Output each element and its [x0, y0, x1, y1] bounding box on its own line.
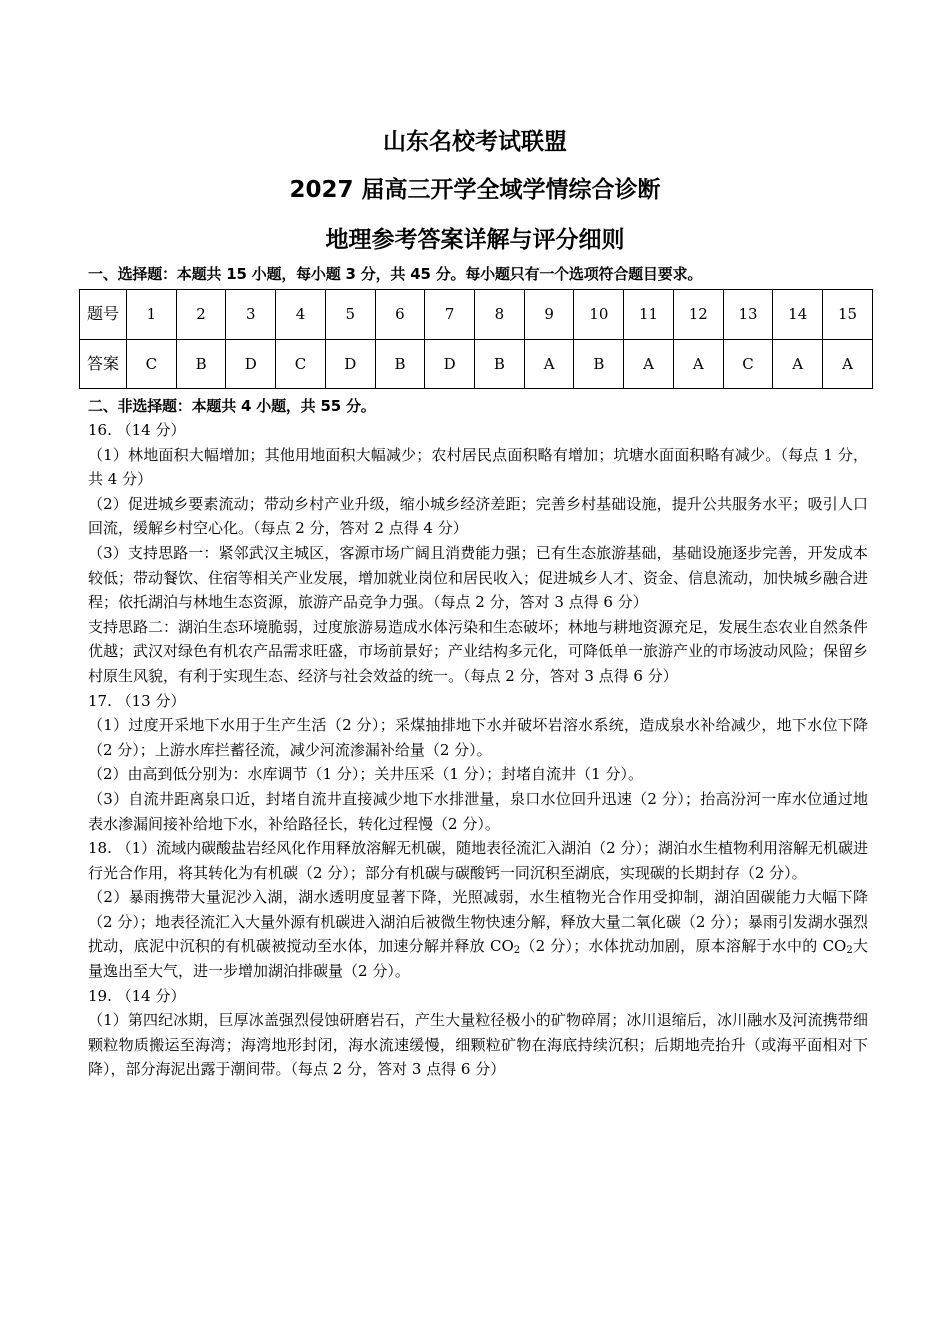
answer-explanations [88, 418, 868, 1082]
question-number: 10 [574, 290, 624, 340]
answer-cell: A [624, 339, 674, 389]
question-17-header: 17. （13 分） [88, 691, 186, 710]
question-number: 2 [176, 290, 226, 340]
answer-cell: B [176, 339, 226, 389]
answer-table [79, 289, 873, 389]
q17-part3: （3）自流井距离泉口近，封堵自流井直接减少地下水排泄量，泉口水位回升迅速（2 分）；抬高汾河一库水位通过地表水渗漏间接补给地下水，补给路径长，转化过程慢（2 分）。 [88, 789, 868, 833]
section2-heading: 二、非选择题：本题共 4 小题，共 55 分。 [88, 397, 376, 415]
row-label-answer: 答案 [80, 339, 127, 389]
question-number: 1 [127, 290, 177, 340]
question-number: 5 [325, 290, 375, 340]
answer-cell: A [524, 339, 574, 389]
q16-part3-idea1: （3）支持思路一：紧邻武汉主城区，客源市场广阔且消费能力强；已有生态旅游基础，基础设施逐步完善，开发成本较低；带动餐饮、住宿等相关产业发展，增加就业岗位和居民收入；促进城乡人才、资金、信息流动，加快城乡融合进程；依托湖泊与林地生态资源，旅游产品竞争力强。（每点 2 分，答对 3 点得 6 分） [88, 543, 869, 612]
table-row-numbers [80, 290, 873, 340]
answer-cell: C [127, 339, 177, 389]
section1-heading: 一、选择题：本题共 15 小题，每小题 3 分，共 45 分。每小题只有一个选项符合题目要求。 [88, 265, 703, 283]
q16-part3-idea2: 支持思路二：湖泊生态环境脆弱，过度旅游易造成水体污染和生态破坏；林地与耕地资源充足，发展生态农业自然条件优越；武汉对绿色有机农产品需求旺盛，市场前景好；产业结构多元化，可降低单一旅游产业的市场波动风险；保留乡村原生风貌，有利于实现生态、经济与社会效益的统一。（每点 2 分，答对 3 点得 6 分） [88, 617, 869, 685]
question-number: 4 [276, 290, 326, 340]
title-subject: 地理参考答案详解与评分细则 [325, 227, 625, 253]
answer-cell: C [276, 339, 326, 389]
answer-cell: B [574, 339, 624, 389]
answer-cell: D [325, 339, 375, 389]
q17-part2: （2）由高到低分别为：水库调节（1 分）；关井压采（1 分）；封堵自流井（1 分）。 [88, 765, 643, 784]
question-number: 8 [475, 290, 525, 340]
answer-cell: D [226, 339, 276, 389]
question-number: 12 [673, 290, 723, 340]
q16-part2: （2）促进城乡要素流动；带动乡村产业升级，缩小城乡经济差距；完善乡村基础设施，提升公共服务水平；吸引人口回流，缓解乡村空心化。（每点 2 分，答对 2 点得 4 分） [88, 494, 868, 538]
answer-cell: D [425, 339, 475, 389]
question-number: 7 [425, 290, 475, 340]
table-row-answers [80, 339, 873, 389]
q18-part1: 18. （1）流域内碳酸盐岩经风化作用释放溶解无机碳，随地表径流汇入湖泊（2 分）；湖泊水生植物利用溶解无机碳进行光合作用，将其转化为有机碳（2 分）；部分有机碳与碳酸钙一同沉积至湖底，实现碳的长期封存（2 分）。 [88, 839, 868, 882]
answer-cell: A [673, 339, 723, 389]
q19-part1: （1）第四纪冰期，巨厚冰盖强烈侵蚀研磨岩石，产生大量粒径极小的矿物碎屑；冰川退缩后，冰川融水及河流携带细颗粒物质搬运至海湾；海湾地形封闭，海水流速缓慢，细颗粒矿物在海底持续沉积；后期地壳抬升（或海平面相对下降），部分海泥出露于潮间带。（每点 2 分，答对 3 点得 6 分） [88, 1011, 868, 1079]
row-label-question-number: 题号 [80, 290, 127, 340]
question-16-header: 16. （14 分） [88, 421, 186, 439]
question-number: 14 [773, 290, 823, 340]
q18-part2: （2）暴雨携带大量泥沙入湖，湖水透明度显著下降，光照减弱，水生植物光合作用受抑制，湖泊固碳能力大幅下降（2 分）；地表径流汇入大量外源有机碳进入湖泊后被微生物快速分解，释放大量二氧化碳（2 分）；暴雨引发湖水强烈扰动，底泥中沉积的有机碳被搅动至水体，加速分解并释放 $CO_2(2$ 分）；水体扰动加剧，原本溶解于水中的 $CO_2$大量逸出至大气，进一步增加湖泊排碳量（2 分）。 [88, 888, 869, 981]
question-19-header: 19. （14 分） [88, 986, 186, 1005]
q17-part1: （1）过度开采地下水用于生产生活（2 分）；采煤抽排地下水并破坏岩溶水系统，造成泉水补给减少，地下水位下降（2 分）；上游水库拦蓄径流，减少河流渗漏补给量（2 分）。 [88, 716, 868, 759]
answer-cell: B [475, 339, 525, 389]
question-number: 6 [375, 290, 425, 340]
question-number: 15 [823, 290, 873, 340]
title-alliance: 山东名校考试联盟 [383, 129, 567, 155]
answer-cell: A [773, 339, 823, 389]
question-number: 9 [524, 290, 574, 340]
answer-cell: C [723, 339, 773, 389]
question-number: 3 [226, 290, 276, 340]
question-number: 11 [624, 290, 674, 340]
answer-cell: A [823, 339, 873, 389]
q16-part1: （1）林地面积大幅增加；其他用地面积大幅减少；农村居民点面积略有增加；坑塘水面面积略有减少。（每点 1 分，共 4 分） [88, 445, 868, 489]
title-exam: 2027 届高三开学全域学情综合诊断 [289, 177, 661, 203]
answer-cell: B [375, 339, 425, 389]
question-number: 13 [723, 290, 773, 340]
